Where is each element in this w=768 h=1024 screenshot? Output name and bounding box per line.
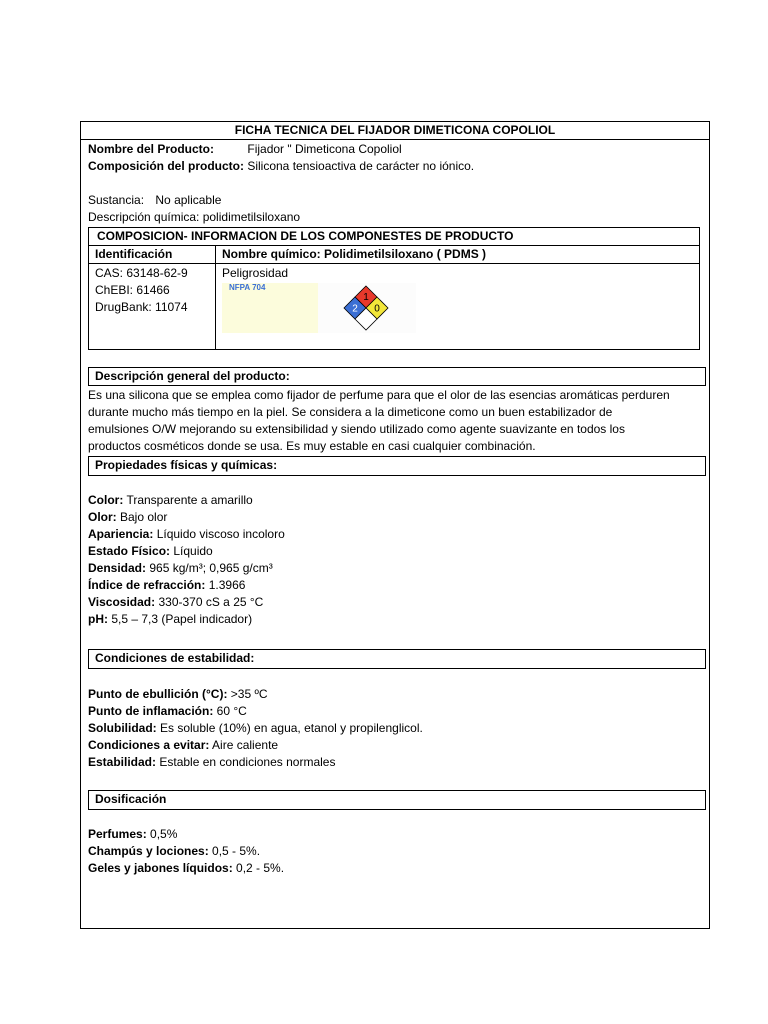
stability-list: [88, 686, 703, 771]
general-description-text: [88, 387, 703, 455]
chemical-description-row: [88, 209, 300, 226]
identification-header: Identificación: [95, 247, 173, 261]
chebi-number: ChEBI: 61466: [95, 283, 170, 297]
dosage-item: Perfumes: 0,5%: [88, 827, 178, 841]
product-name-value: Fijador " Dimeticona Copoliol: [247, 142, 402, 156]
stability-item: Punto de inflamación: 60 °C: [88, 704, 247, 718]
property-item: Índice de refracción: 1.3966: [88, 578, 246, 592]
substance-row: [88, 192, 221, 209]
property-item: Densidad: 965 kg/m³; 0,965 g/cm³: [88, 561, 273, 575]
general-line: Es una silicona que se emplea como fijador de perfume para que el olor de las esencias aromáticas perduren: [88, 388, 670, 402]
nfpa-health-value: 2: [352, 303, 358, 315]
property-item: Viscosidad: 330-370 cS a 25 °C: [88, 595, 264, 609]
substance-label: Sustancia:: [88, 193, 145, 207]
cas-number: CAS: 63148-62-9: [95, 266, 188, 280]
property-item: Color: Transparente a amarillo: [88, 493, 253, 507]
general-description-header: Descripción general del producto:: [88, 367, 706, 386]
chemical-description-label: Descripción química:: [88, 210, 200, 224]
product-name-row: [88, 141, 402, 158]
stability-header: Condiciones de estabilidad:: [88, 649, 706, 669]
general-line: emulsiones O/W mejorando su extensibilidad y siendo utilizado como agente suavizante en todos los: [88, 422, 625, 436]
nfpa-diamond-area: [318, 283, 416, 333]
property-item: Apariencia: Líquido viscoso incoloro: [88, 527, 285, 541]
nfpa-reactivity-value: 0: [374, 303, 380, 315]
substance-value: No aplicable: [155, 193, 222, 207]
dosage-list: [88, 826, 703, 877]
drugbank-number: DrugBank: 11074: [95, 300, 188, 314]
properties-header: Propiedades físicas y químicas:: [88, 456, 706, 476]
dosage-item: Geles y jabones líquidos: 0,2 - 5%.: [88, 861, 285, 875]
properties-list: [88, 492, 703, 628]
general-line: productos cosméticos donde se usa. Es muy estable en casi cualquier combinación.: [88, 439, 536, 453]
technical-sheet: [80, 121, 710, 929]
composition-value: Silicona tensioactiva de carácter no iónico.: [244, 159, 475, 173]
property-item: Olor: Bajo olor: [88, 510, 168, 524]
property-item: Estado Físico: Líquido: [88, 544, 213, 558]
composition-table-header: COMPOSICION- INFORMACION DE LOS COMPONESTES DE PRODUCTO: [89, 228, 699, 246]
nfpa-panel: [222, 283, 416, 333]
chemical-description-value: polidimetilsiloxano: [199, 210, 301, 224]
stability-item: Punto de ebullición (°C): >35 ºC: [88, 687, 268, 701]
chemical-name-header: Nombre químico: Polidimetilsiloxano ( PDMS ): [222, 247, 487, 261]
document-title: FICHA TECNICA DEL FIJADOR DIMETICONA COPOLIOL: [81, 122, 709, 140]
nfpa-diamond-icon: [318, 283, 416, 333]
property-item: pH: 5,5 – 7,3 (Papel indicador): [88, 612, 253, 626]
hazard-label: Peligrosidad: [222, 266, 289, 280]
composition-table-subheader: [89, 245, 699, 264]
stability-item: Condiciones a evitar: Aire caliente: [88, 738, 279, 752]
product-name-label: Nombre del Producto:: [88, 142, 215, 156]
composition-table: [88, 227, 700, 350]
identifiers-cell: [95, 265, 188, 316]
nfpa-fire-value: 1: [363, 292, 369, 303]
dosage-item: Champús y lociones: 0,5 - 5%.: [88, 844, 261, 858]
nfpa-label: NFPA 704: [229, 283, 266, 292]
stability-item: Estabilidad: Estable en condiciones normales: [88, 755, 336, 769]
stability-item: Solubilidad: Es soluble (10%) en agua, etanol y propilenglicol.: [88, 721, 423, 735]
composition-label: Composición del producto:: [88, 159, 244, 173]
column-divider: [215, 245, 216, 349]
general-line: durante mucho más tiempo en la piel. Se considera a la dimeticone como un buen estabilizador de: [88, 405, 613, 419]
dosage-header: Dosificación: [88, 790, 706, 810]
composition-row: [88, 158, 474, 175]
